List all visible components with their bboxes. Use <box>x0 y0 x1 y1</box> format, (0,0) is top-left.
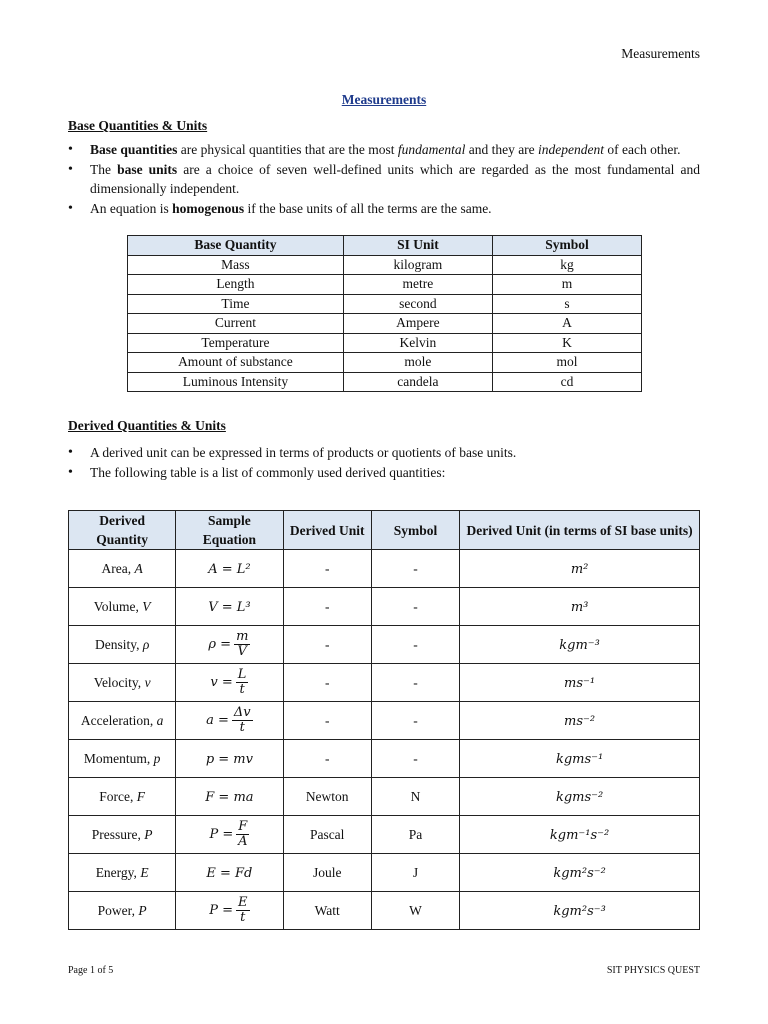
quantity-cell <box>69 816 176 854</box>
derived-quantities-table <box>68 510 700 930</box>
sample-equation: V = L³ <box>208 599 251 615</box>
table-cell: Current <box>128 314 344 334</box>
quantity-symbol: A <box>134 560 143 576</box>
equation-cell <box>176 816 283 854</box>
derived-quantities-heading: Derived Quantities & Units <box>68 418 226 433</box>
table-cell: mol <box>492 353 641 373</box>
quantity-symbol: p <box>153 750 161 766</box>
si-unit-cell <box>460 626 700 664</box>
equation-cell <box>176 740 283 778</box>
quantity-cell <box>69 664 176 702</box>
equation-lhs: v = <box>210 675 233 690</box>
si-base-units: ms⁻² <box>564 713 596 729</box>
running-header: Measurements <box>621 46 700 61</box>
column-header: SI Unit <box>343 236 492 256</box>
fraction <box>232 706 253 735</box>
column-header: Derived Unit (in terms of SI base units) <box>460 511 700 550</box>
derived-unit-cell: - <box>283 740 371 778</box>
symbol-cell: N <box>371 778 459 816</box>
table-cell: Time <box>128 294 344 314</box>
si-unit-cell <box>460 778 700 816</box>
equation-cell <box>176 892 283 930</box>
sample-equation: A = L² <box>208 561 251 577</box>
fraction-numerator: Δv <box>233 705 251 720</box>
si-base-units: kgm²s⁻² <box>553 865 606 881</box>
table-cell: A <box>492 314 641 334</box>
table-cell: candela <box>343 372 492 392</box>
equation-cell <box>176 854 283 892</box>
quantity-symbol: E <box>140 864 149 880</box>
table-cell: Temperature <box>128 333 344 353</box>
derived-unit-cell: Pascal <box>283 816 371 854</box>
table-cell: Luminous Intensity <box>128 372 344 392</box>
fraction-denominator: t <box>239 682 245 697</box>
quantity-cell <box>69 550 176 588</box>
table-row <box>69 664 700 702</box>
quantity-name: Power, <box>97 902 139 918</box>
quantity-symbol: P <box>138 902 147 918</box>
column-header: Symbol <box>492 236 641 256</box>
fraction-denominator: A <box>238 834 248 849</box>
table-cell: cd <box>492 372 641 392</box>
fraction <box>236 820 249 849</box>
derived-unit-cell: Newton <box>283 778 371 816</box>
quantity-name: Energy, <box>95 864 141 880</box>
equation-cell <box>176 664 283 702</box>
bullet-homogenous: • An equation is homogenous if the base units of all the terms are the same. <box>68 199 700 219</box>
table-cell: Mass <box>128 255 344 275</box>
equation-cell <box>176 588 283 626</box>
footer-brand: SIT PHYSICS QUEST <box>606 965 700 976</box>
base-quantities-heading: Base Quantities & Units <box>68 118 208 133</box>
table-header-row <box>69 511 700 550</box>
base-quantities-table <box>127 235 642 392</box>
table-cell: K <box>492 333 641 353</box>
symbol-cell: Pa <box>371 816 459 854</box>
symbol-cell: - <box>371 588 459 626</box>
document-title: Measurements <box>341 92 427 107</box>
derived-unit-cell: Watt <box>283 892 371 930</box>
si-unit-cell <box>460 550 700 588</box>
si-base-units: kgms⁻² <box>555 789 604 805</box>
table-cell: Length <box>128 275 344 295</box>
sample-equation: p = mv <box>205 751 253 767</box>
symbol-cell: - <box>371 740 459 778</box>
quantity-symbol: P <box>144 826 153 842</box>
table-row <box>69 740 700 778</box>
si-base-units: ms⁻¹ <box>564 675 596 691</box>
derived-unit-cell: Joule <box>283 854 371 892</box>
sample-equation <box>208 630 250 659</box>
symbol-cell: - <box>371 550 459 588</box>
fraction-denominator: t <box>239 720 245 735</box>
bullet-derived-unit: • A derived unit can be expressed in terms of products or quotients of base units. <box>68 443 700 463</box>
bullet-table-intro: • The following table is a list of commonly used derived quantities: <box>68 463 700 483</box>
fraction-numerator: F <box>238 819 248 834</box>
si-base-units: kgm²s⁻³ <box>553 903 606 919</box>
quantity-name: Pressure, <box>91 826 145 842</box>
quantity-cell <box>69 778 176 816</box>
table-row <box>69 892 700 930</box>
fraction <box>236 668 249 697</box>
column-header: Derived Quantity <box>69 511 176 550</box>
derived-unit-cell: - <box>283 626 371 664</box>
quantity-symbol: a <box>156 712 164 728</box>
fraction <box>236 896 250 925</box>
table-cell: Amount of substance <box>128 353 344 373</box>
si-unit-cell <box>460 892 700 930</box>
sample-equation <box>209 820 249 849</box>
table-cell: m <box>492 275 641 295</box>
equation-cell <box>176 550 283 588</box>
fraction-numerator: m <box>236 629 249 644</box>
table-row <box>69 816 700 854</box>
derived-unit-cell: - <box>283 588 371 626</box>
sample-equation: E = Fd <box>206 865 253 881</box>
fraction-denominator: V <box>237 644 247 659</box>
table-row <box>128 333 642 353</box>
si-unit-cell <box>460 816 700 854</box>
page-number: Page 1 of 5 <box>68 965 114 976</box>
table-row <box>69 778 700 816</box>
symbol-cell: W <box>371 892 459 930</box>
quantity-symbol: F <box>136 788 145 804</box>
si-unit-cell <box>460 740 700 778</box>
quantity-symbol: v <box>144 674 151 690</box>
si-base-units: kgms⁻¹ <box>555 751 604 767</box>
table-row <box>128 372 642 392</box>
symbol-cell: - <box>371 626 459 664</box>
table-row <box>128 294 642 314</box>
table-row <box>69 588 700 626</box>
quantity-name: Volume, <box>93 598 143 614</box>
quantity-cell <box>69 702 176 740</box>
sample-equation: F = ma <box>205 789 254 805</box>
column-header: Symbol <box>371 511 459 550</box>
table-cell: metre <box>343 275 492 295</box>
derived-unit-cell: - <box>283 702 371 740</box>
quantity-symbol: V <box>142 598 151 614</box>
bullet-base-units: • The base units are a choice of seven well-defined units which are regarded as the most fundamental and dimensionally independent. <box>68 160 700 199</box>
quantity-cell <box>69 588 176 626</box>
derived-bullets <box>68 443 700 482</box>
equation-lhs: P = <box>209 827 234 842</box>
fraction-numerator: E <box>238 895 248 910</box>
si-base-units: kgm⁻³ <box>559 637 600 653</box>
si-unit-cell <box>460 702 700 740</box>
equation-lhs: a = <box>206 713 229 728</box>
equation-cell <box>176 702 283 740</box>
symbol-cell: - <box>371 702 459 740</box>
column-header: Base Quantity <box>128 236 344 256</box>
table-row <box>128 255 642 275</box>
quantity-name: Density, <box>94 636 143 652</box>
table-cell: second <box>343 294 492 314</box>
table-header-row <box>128 236 642 256</box>
bullet-base-quantities: • Base quantities are physical quantities that are the most fundamental and they are independent of each other. <box>68 140 700 160</box>
table-row <box>69 550 700 588</box>
table-cell: s <box>492 294 641 314</box>
table-cell: Ampere <box>343 314 492 334</box>
table-cell: mole <box>343 353 492 373</box>
sample-equation <box>209 896 249 925</box>
si-unit-cell <box>460 664 700 702</box>
table-row <box>128 353 642 373</box>
si-unit-cell <box>460 588 700 626</box>
table-row <box>69 626 700 664</box>
table-row <box>128 275 642 295</box>
equation-lhs: ρ = <box>208 637 232 652</box>
sample-equation <box>206 706 253 735</box>
quantity-cell <box>69 740 176 778</box>
quantity-cell <box>69 854 176 892</box>
table-cell: kg <box>492 255 641 275</box>
si-unit-cell <box>460 854 700 892</box>
column-header: Derived Unit <box>283 511 371 550</box>
derived-unit-cell: - <box>283 550 371 588</box>
column-header: Sample Equation <box>176 511 283 550</box>
table-cell: kilogram <box>343 255 492 275</box>
quantity-name: Force, <box>99 788 137 804</box>
si-base-units: m³ <box>570 599 589 615</box>
equation-cell <box>176 778 283 816</box>
quantity-cell <box>69 892 176 930</box>
fraction <box>234 630 250 659</box>
quantity-name: Velocity, <box>93 674 145 690</box>
fraction-numerator: L <box>237 667 247 682</box>
quantity-symbol: ρ <box>142 636 150 652</box>
equation-lhs: P = <box>209 903 234 918</box>
si-base-units: m² <box>570 561 589 577</box>
table-row <box>69 854 700 892</box>
table-cell: Kelvin <box>343 333 492 353</box>
quantity-name: Area, <box>101 560 135 576</box>
symbol-cell: J <box>371 854 459 892</box>
table-row <box>69 702 700 740</box>
table-row <box>128 314 642 334</box>
quantity-name: Momentum, <box>83 750 154 766</box>
equation-cell <box>176 626 283 664</box>
sample-equation <box>210 668 248 697</box>
derived-unit-cell: - <box>283 664 371 702</box>
base-bullets <box>68 140 700 218</box>
quantity-cell <box>69 626 176 664</box>
quantity-name: Acceleration, <box>80 712 157 728</box>
si-base-units: kgm⁻¹s⁻² <box>549 827 610 843</box>
symbol-cell: - <box>371 664 459 702</box>
fraction-denominator: t <box>240 910 246 925</box>
